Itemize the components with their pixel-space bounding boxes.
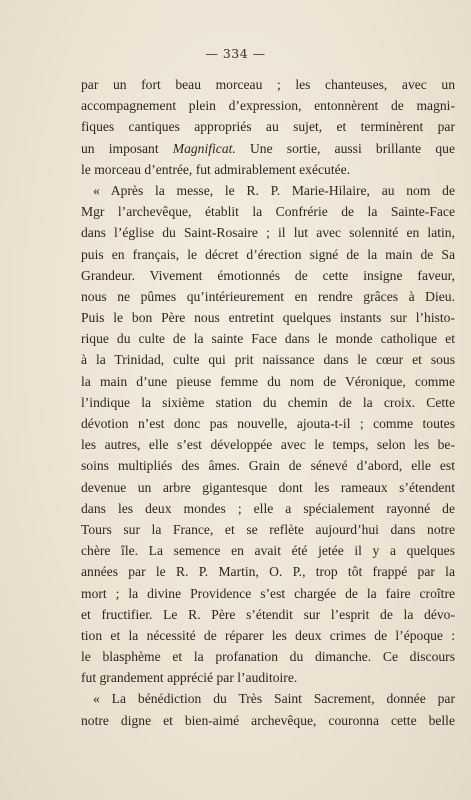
- text-line: la main d’une pieuse femme du nom de Véronique, comme: [81, 373, 455, 389]
- text-line: Mgr l’archevêque, établit la Confrérie de la Sainte-Face: [81, 204, 455, 220]
- text-line: mort ; la divine Providence s’est chargée de la faire croître: [81, 585, 455, 601]
- text-line-magnificat: un imposant Magnificat. Une sortie, aussi brillante que: [81, 140, 455, 156]
- text-line: Grandeur. Vivement émotionnés de cette insigne faveur,: [81, 267, 455, 283]
- text-line: fiques cantiques appropriés au sujet, et terminèrent par: [81, 119, 455, 135]
- text-line: nous ne pûmes qu’intérieurement en rendre grâces à Dieu.: [81, 288, 455, 304]
- text-line: le blasphème et la profanation du dimanche. Ce discours: [81, 649, 455, 665]
- text-line: dévotion n’est donc pas nouvelle, ajouta-t-il ; comme toutes: [81, 416, 455, 431]
- text-line: tion et la nécessité de réparer les deux crimes de l’époque :: [81, 627, 455, 643]
- text-line: l’indique la sixième station du chemin de la croix. Cette: [81, 394, 455, 410]
- text-line: puis en français, le décret d’érection signé de la main de Sa: [81, 246, 455, 262]
- italic-term: Magnificat.: [172, 140, 236, 156]
- text-line: les autres, elle s’est développée avec le temps, selon les be-: [81, 437, 455, 453]
- text-line: fut grandement apprécié par l’auditoire.: [81, 670, 298, 686]
- text-line: à la Trinidad, culte qui prit naissance dans le cœur et sous: [81, 352, 455, 368]
- text-line: chère île. La semence en avait été jetée il y a quelques: [81, 543, 455, 559]
- text-line: accompagnement plein d’expression, entonnèrent de magni-: [81, 98, 455, 114]
- text-line: et fructifier. Le R. Père s’étendit sur l’esprit de la dévo-: [81, 606, 455, 622]
- paragraph-start: « Après la messe, le R. P. Marie-Hilaire, au nom de: [93, 182, 455, 198]
- body-text: [81, 74, 455, 731]
- page-number: — 334 —: [205, 46, 266, 61]
- text-line: dans les deux mondes ; elle a spécialement rayonné de: [81, 500, 455, 516]
- text-line: notre digne et bien-aimé archevêque, couronna cette belle: [81, 712, 455, 728]
- text-line: Puis le bon Père nous entretint quelques instants sur l’histo-: [81, 310, 455, 326]
- text-line: soins multipliés des âmes. Grain de sénevé d’abord, elle est: [81, 458, 455, 474]
- text-line: devenue un arbre gigantesque dont les rameaux s’étendent: [81, 479, 455, 495]
- text-line: par un fort beau morceau ; les chanteuses, avec un: [81, 77, 455, 92]
- text-line: rique du culte de la sainte Face dans le monde catholique et: [81, 331, 455, 347]
- text-line: dans l’église du Saint-Rosaire ; il lut avec solennité en latin,: [81, 225, 455, 241]
- text-line: le morceau d’entrée, fut admirablement exécutée.: [81, 161, 351, 177]
- text-line: Tours sur la France, et se reflète aujourd’hui dans notre: [81, 521, 455, 537]
- text-line: années par le R. P. Martin, O. P., trop tôt frappé par la: [81, 564, 455, 580]
- paragraph-start: « La bénédiction du Très Saint Sacrement, donnée par: [93, 691, 455, 707]
